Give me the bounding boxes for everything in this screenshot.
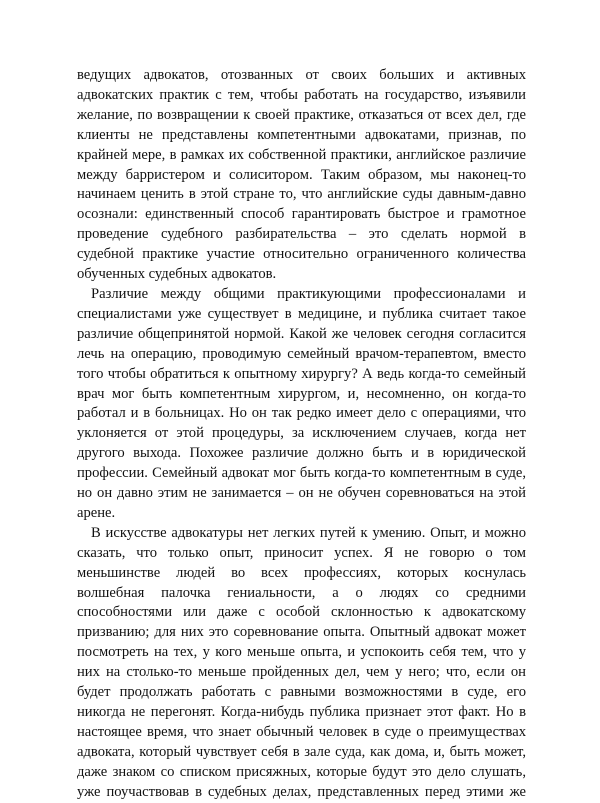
text-line: посмотреть на тех, у кого меньше опыта, и успокоить себя тем, что у — [77, 644, 526, 661]
text-line: адвоката, который чувствует себя в зале суда, как дома, и, быть может, — [77, 743, 526, 760]
text-line: проведение судебного разбирательства – это сделать нормой в — [77, 226, 526, 243]
text-line: них на столько-то меньше пройденных дел, чем у него; что, если он — [77, 664, 526, 681]
text-line: специалистами уже существует в медицине, и публика считает такое — [77, 305, 526, 322]
text-line: адвокатских практик с тем, чтобы работать на государство, изъявили — [77, 86, 526, 103]
text-line: обученных судебных адвокатов. — [77, 266, 277, 283]
text-line: лечь на операцию, проводимую семейный врачом-терапевтом, вместо — [77, 345, 526, 362]
text-line: волшебная палочка гениальности, а о людях со средними — [77, 584, 526, 601]
text-line: никогда не перегонят. Когда-нибудь публика признает этот факт. Но в — [77, 704, 526, 720]
text-line: между барристером и солиситором. Таким образом, мы наконец-то — [77, 166, 526, 183]
paragraph-3 — [77, 524, 526, 803]
paragraph-2 — [77, 285, 526, 524]
text-line: уклоняется от этой процедуры, за исключением случаев, когда нет — [77, 425, 526, 442]
text-line: но он давно этим не занимается – он не обучен соревноваться на этой — [77, 485, 526, 502]
text-line: врач мог быть компетентным хирургом, и, несомненно, он когда-то — [77, 385, 526, 402]
text-line: арене. — [77, 504, 116, 521]
text-line: способностями или даже с особой склонностью к адвокатскому — [77, 604, 526, 621]
text-line: того чтобы обратиться к опытному хирургу? А ведь когда-то семейный — [77, 365, 526, 382]
text-line: В искусстве адвокатуры нет легких путей к умению. Опыт, и можно — [91, 524, 526, 541]
text-line: ведущих адвокатов, отозванных от своих больших и активных — [77, 67, 526, 83]
text-line: осознали: единственный способ гарантировать быстрое и грамотное — [77, 206, 526, 223]
text-line: профессии. Семейный адвокат мог быть когда-то компетентным в суде, — [77, 465, 526, 482]
text-line: уже поучаствовав в судебных делах, представленных перед этими же — [77, 783, 526, 800]
text-line: судебной практике участие относительно ограниченного количества — [77, 246, 526, 263]
text-line: сказать, что только опыт, приносит успех. Я не говорю о том — [77, 544, 526, 561]
text-line: другого выхода. Похожее различие должно быть и в юридической — [77, 445, 526, 462]
document-body — [77, 66, 526, 803]
text-line: настоящее время, что знает обычный человек в суде о преимуществах — [77, 723, 526, 740]
text-line: желание, по возвращении к своей практике, отказаться от всех дел, где — [77, 106, 526, 123]
text-line: работал и в больницах. Но он так редко имеет дело с операциями, что — [77, 405, 526, 422]
text-line: различие общепринятой нормой. Какой же человек сегодня согласится — [77, 325, 526, 342]
paragraph-1 — [77, 66, 526, 285]
text-line: крайней мере, в рамках их собственной практики, английское различие — [77, 146, 526, 163]
text-line: будет продолжать работать с равными возможностями в суде, его — [77, 684, 526, 701]
text-line: клиенты не представлены компетентными адвокатами, признав, по — [77, 126, 526, 143]
text-line: начинаем ценить в этой стране то, что английские суды давным-давно — [77, 186, 526, 203]
text-line: меньшинстве людей во всех профессиях, которых коснулась — [77, 564, 526, 581]
text-line: даже знаком со списком присяжных, которые будут это дело слушать, — [77, 763, 526, 780]
text-line: призванию; для них это соревнование опыта. Опытный адвокат может — [77, 624, 526, 641]
text-line: Различие между общими практикующими профессионалами и — [91, 285, 526, 302]
